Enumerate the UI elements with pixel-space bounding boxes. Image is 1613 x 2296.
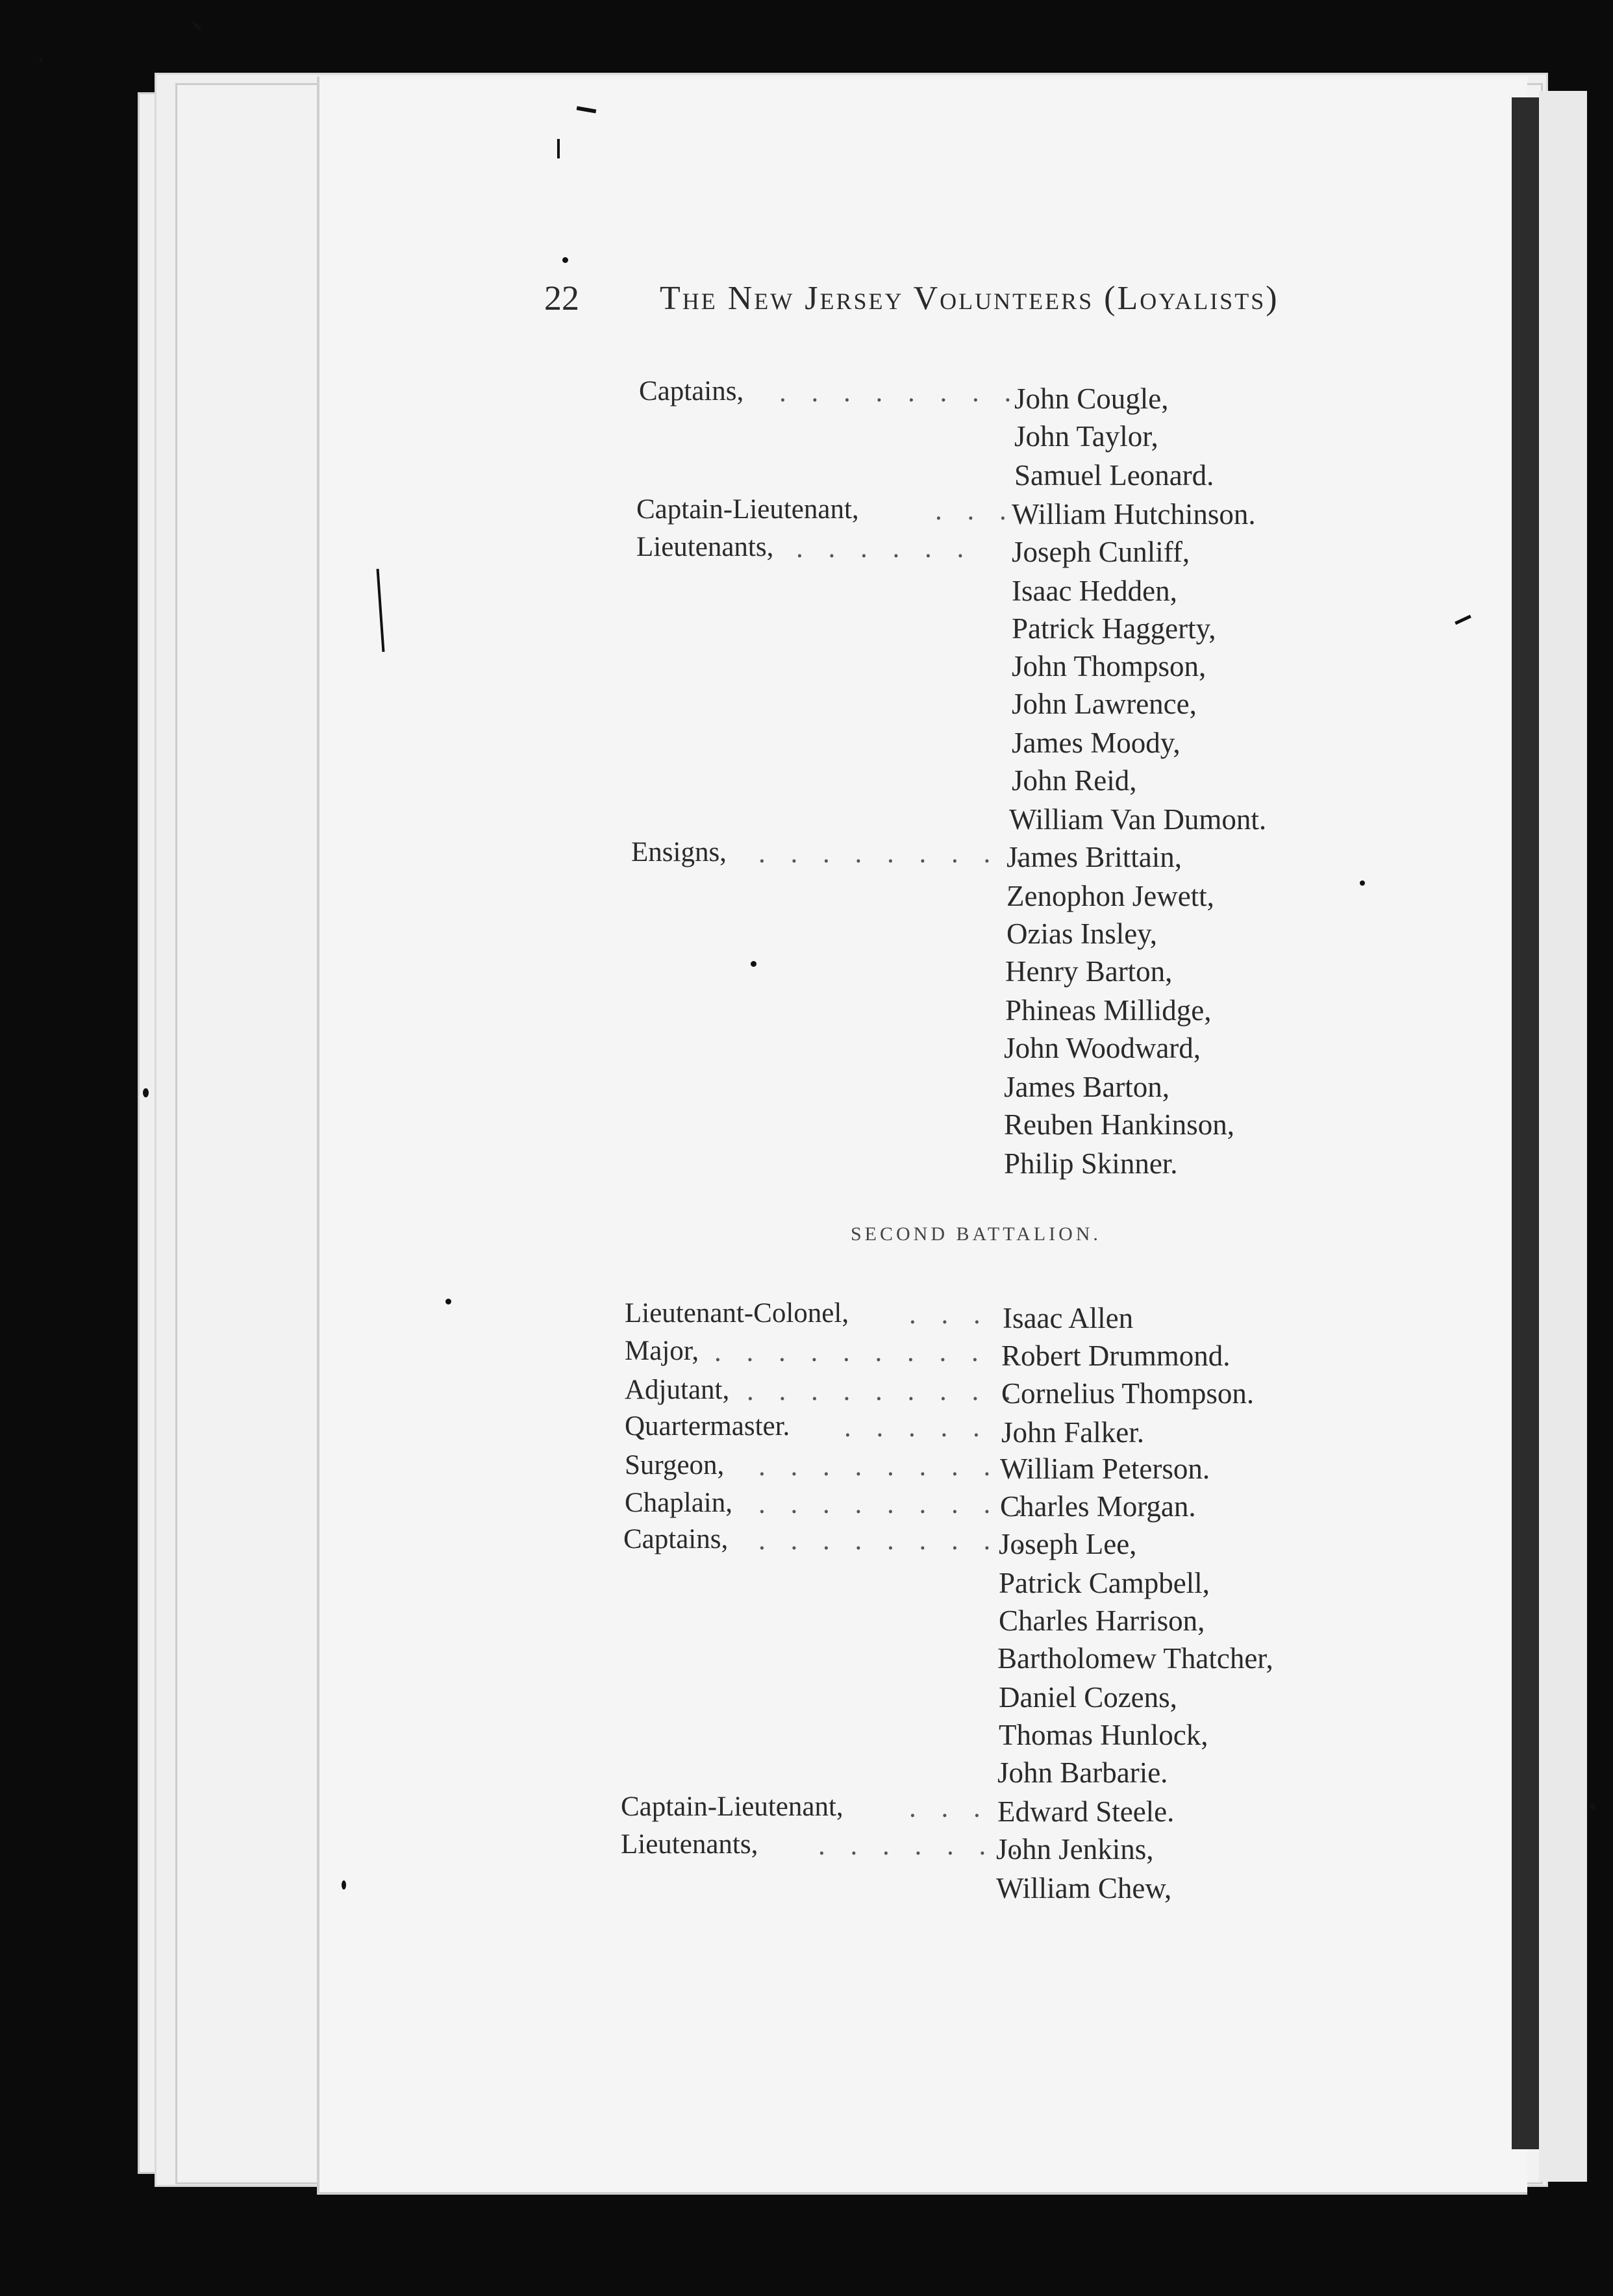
officer-name: Joseph Cunliff, — [1012, 536, 1190, 568]
officer-name: Isaac Hedden, — [1012, 575, 1177, 607]
officer-name: Samuel Leonard. — [1014, 459, 1214, 492]
scan-speck — [342, 1880, 346, 1890]
leader-dots: . . . . . . . . . . . — [714, 1337, 1052, 1367]
officer-name: Zenophon Jewett, — [1007, 880, 1214, 912]
officer-name: William Peterson. — [1000, 1453, 1210, 1485]
officer-name: Charles Morgan. — [1000, 1490, 1196, 1523]
leader-dots: . . . . . . — [796, 533, 973, 564]
officer-name: Isaac Allen — [1003, 1302, 1134, 1334]
leader-dots: . . . . . . . — [818, 1830, 1027, 1861]
leader-dots: . . . — [909, 1793, 990, 1823]
leader-dots: . . . . . . . . . — [758, 1525, 1032, 1556]
officer-name: Thomas Hunlock, — [999, 1719, 1208, 1751]
rank-label: Lieutenant-Colonel, — [625, 1298, 849, 1329]
officer-name: Patrick Campbell, — [999, 1567, 1210, 1599]
rank-label: Lieutenants, — [636, 532, 774, 562]
officer-name: Bartholomew Thatcher, — [997, 1642, 1273, 1675]
rank-label: Adjutant, — [625, 1375, 730, 1405]
rank-label: Major, — [625, 1336, 699, 1366]
scan-speck — [562, 257, 568, 263]
scan-speck — [143, 1088, 149, 1097]
rank-label: Captains, — [639, 376, 744, 406]
officer-name: John Woodward, — [1004, 1032, 1201, 1064]
scan-artifact — [1455, 615, 1471, 625]
rank-label: Lieutenants, — [621, 1829, 758, 1860]
rank-label: Captains, — [623, 1524, 729, 1554]
officer-name: John Thompson, — [1012, 650, 1207, 682]
officer-name: James Barton, — [1004, 1071, 1169, 1103]
officer-name: Daniel Cozens, — [999, 1681, 1177, 1714]
officer-name: Edward Steele. — [997, 1795, 1175, 1828]
scan-speck — [39, 58, 43, 62]
running-head: The New Jersey Volunteers (Loyalists) — [660, 280, 1279, 317]
officer-name: Joseph Lee, — [999, 1528, 1137, 1560]
scan-speck — [445, 1299, 451, 1304]
rank-label: Quartermaster. — [625, 1411, 790, 1441]
leader-dots: . . . . . . . . . — [758, 1451, 1032, 1482]
officer-name: Charles Harrison, — [999, 1604, 1205, 1637]
officer-name: John Cougle, — [1014, 382, 1169, 415]
rank-label: Chaplain, — [625, 1488, 732, 1518]
officer-name: William Chew, — [996, 1872, 1172, 1904]
officer-name: John Reid, — [1012, 764, 1137, 797]
leader-dots: . . . . . . . . . . — [747, 1376, 1053, 1406]
leader-dots: . . . . . . . . . — [758, 838, 1032, 869]
leader-dots: . . . . . . . . — [779, 377, 1021, 408]
scan-speck — [1360, 880, 1365, 886]
rank-label: Ensigns, — [631, 837, 727, 867]
section-heading: SECOND BATTALION. — [851, 1223, 1101, 1245]
scan-speck — [191, 19, 202, 32]
scan-artifact — [577, 106, 597, 113]
leader-dots: . . . — [935, 495, 1016, 526]
officer-name: Reuben Hankinson, — [1004, 1108, 1234, 1141]
officer-name: Patrick Haggerty, — [1012, 612, 1216, 645]
officer-name: John Barbarie. — [997, 1756, 1168, 1789]
leader-dots: . . . . . . — [844, 1412, 1021, 1443]
officer-name: John Jenkins, — [996, 1833, 1154, 1866]
officer-name: Henry Barton, — [1005, 955, 1173, 988]
leader-dots: . . . . . . . . . — [758, 1489, 1032, 1519]
scan-artifact — [557, 139, 560, 158]
rank-label: Surgeon, — [625, 1450, 725, 1480]
leader-dots: . . . — [909, 1299, 990, 1330]
officer-name: Ozias Insley, — [1007, 917, 1158, 950]
officer-name: William Van Dumont. — [1009, 803, 1267, 836]
officer-name: James Brittain, — [1007, 841, 1182, 873]
officer-name: James Moody, — [1012, 727, 1181, 759]
scan-artifact — [377, 569, 385, 652]
officer-name: William Hutchinson. — [1012, 498, 1256, 530]
officer-name: Phineas Millidge, — [1005, 994, 1212, 1027]
officer-name: Robert Drummond. — [1001, 1340, 1231, 1372]
scan-speck — [751, 961, 756, 967]
officer-name: Philip Skinner. — [1004, 1147, 1178, 1180]
page-number: 22 — [544, 279, 579, 318]
officer-name: John Lawrence, — [1012, 688, 1197, 720]
officer-name: John Taylor, — [1014, 420, 1158, 453]
scan-speck — [1590, 1804, 1595, 1810]
rank-label: Captain-Lieutenant, — [636, 494, 859, 525]
rank-label: Captain-Lieutenant, — [621, 1791, 844, 1822]
officer-name: Cornelius Thompson. — [1001, 1377, 1255, 1410]
officer-name: John Falker. — [1001, 1416, 1144, 1449]
